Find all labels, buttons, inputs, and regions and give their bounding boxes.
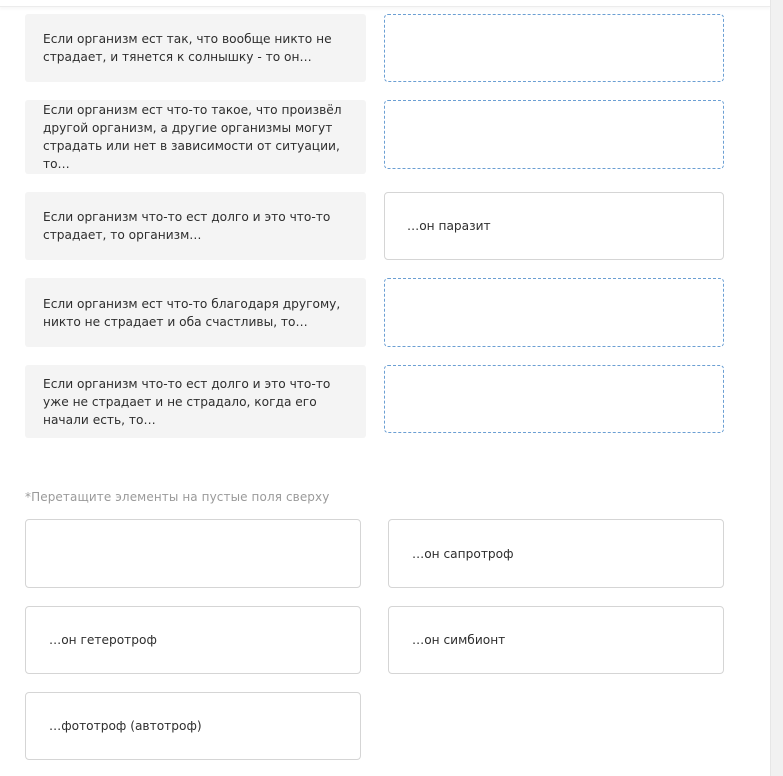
drop-slot-4[interactable]	[384, 278, 724, 347]
pair-row-2	[25, 100, 724, 174]
answer-bank	[25, 519, 724, 760]
answer-chip-heterotroph[interactable]: …он гетеротроф	[25, 606, 361, 674]
drag-hint: *Перетащите элементы на пустые поля сверху	[25, 490, 330, 504]
pair-row-3	[25, 192, 724, 260]
premise-2: Если организм ест что-то такое, что произвёл другой организм, а другие организмы могут страдать или нет в зависимости от ситуации, то…	[25, 100, 366, 174]
premise-4: Если организм ест что-то благодаря другому, никто не страдает и оба счастливы, то…	[25, 278, 366, 347]
answer-chip-empty[interactable]	[25, 519, 361, 588]
drop-slot-5[interactable]	[384, 365, 724, 433]
scrollbar-track[interactable]	[770, 0, 783, 776]
premise-1: Если организм ест так, что вообще никто не страдает, и тянется к солнышку - то он…	[25, 14, 366, 82]
drop-slot-2[interactable]	[384, 100, 724, 169]
premise-5: Если организм что-то ест долго и это что-то уже не страдает и не страдало, когда его начали есть, то…	[25, 365, 366, 438]
pair-row-4	[25, 278, 724, 347]
matching-pairs	[25, 14, 724, 456]
answer-chip-phototroph[interactable]: …фототроф (автотроф)	[25, 692, 361, 760]
pair-row-5	[25, 365, 724, 438]
answer-chip-saprotroph[interactable]: …он сапротроф	[388, 519, 724, 588]
answer-chip-symbiont[interactable]: …он симбионт	[388, 606, 724, 674]
drop-slot-1[interactable]	[384, 14, 724, 82]
pair-row-1	[25, 14, 724, 82]
top-divider	[0, 0, 770, 7]
drop-slot-3[interactable]: …он паразит	[384, 192, 724, 260]
premise-3: Если организм что-то ест долго и это что-то страдает, то организм…	[25, 192, 366, 260]
